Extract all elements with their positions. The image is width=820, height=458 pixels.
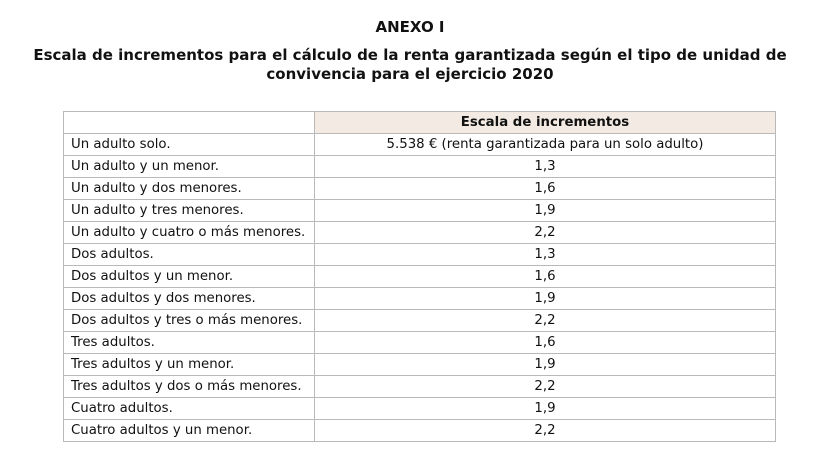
table-row [64,420,776,442]
table-row [64,332,776,354]
scale-cell: 1,6 [315,332,776,354]
annex-subtitle-line-1: Escala de incrementos para el cálculo de la renta garantizada según el tipo de unidad de [33,46,787,64]
scale-cell: 2,2 [315,420,776,442]
table-row [64,354,776,376]
table-row [64,244,776,266]
annex-title: ANEXO I [375,18,445,36]
unit-cell: Un adulto solo. [64,134,315,156]
table-row [64,398,776,420]
scale-cell: 2,2 [315,376,776,398]
unit-cell: Dos adultos. [64,244,315,266]
header-unit-cell [64,112,315,134]
table-header-row [64,112,776,134]
scale-cell: 1,9 [315,288,776,310]
unit-cell: Cuatro adultos. [64,398,315,420]
unit-cell: Un adulto y un menor. [64,156,315,178]
scale-cell: 2,2 [315,310,776,332]
table-row [64,178,776,200]
table-row [64,310,776,332]
scale-cell: 1,3 [315,244,776,266]
unit-cell: Un adulto y cuatro o más menores. [64,222,315,244]
scale-cell: 1,9 [315,398,776,420]
scale-cell: 1,3 [315,156,776,178]
header-scale-cell: Escala de incrementos [315,112,776,134]
table-row [64,156,776,178]
unit-cell: Un adulto y dos menores. [64,178,315,200]
unit-cell: Dos adultos y dos menores. [64,288,315,310]
annex-subtitle-line-2: convivencia para el ejercicio 2020 [266,65,554,83]
unit-cell: Dos adultos y tres o más menores. [64,310,315,332]
table-row [64,266,776,288]
table-row [64,288,776,310]
scale-cell: 1,6 [315,178,776,200]
unit-cell: Un adulto y tres menores. [64,200,315,222]
scale-cell: 2,2 [315,222,776,244]
unit-cell: Tres adultos y un menor. [64,354,315,376]
table-row [64,222,776,244]
scale-cell: 1,9 [315,354,776,376]
table-row [64,200,776,222]
unit-cell: Cuatro adultos y un menor. [64,420,315,442]
unit-cell: Tres adultos y dos o más menores. [64,376,315,398]
table-row [64,376,776,398]
unit-cell: Dos adultos y un menor. [64,266,315,288]
scale-cell: 1,6 [315,266,776,288]
table-body [64,134,776,442]
annex-subtitle [30,46,790,84]
scale-cell: 5.538 € (renta garantizada para un solo adulto) [315,134,776,156]
scale-cell: 1,9 [315,200,776,222]
increment-scale-table [63,111,776,442]
unit-cell: Tres adultos. [64,332,315,354]
table-row [64,134,776,156]
